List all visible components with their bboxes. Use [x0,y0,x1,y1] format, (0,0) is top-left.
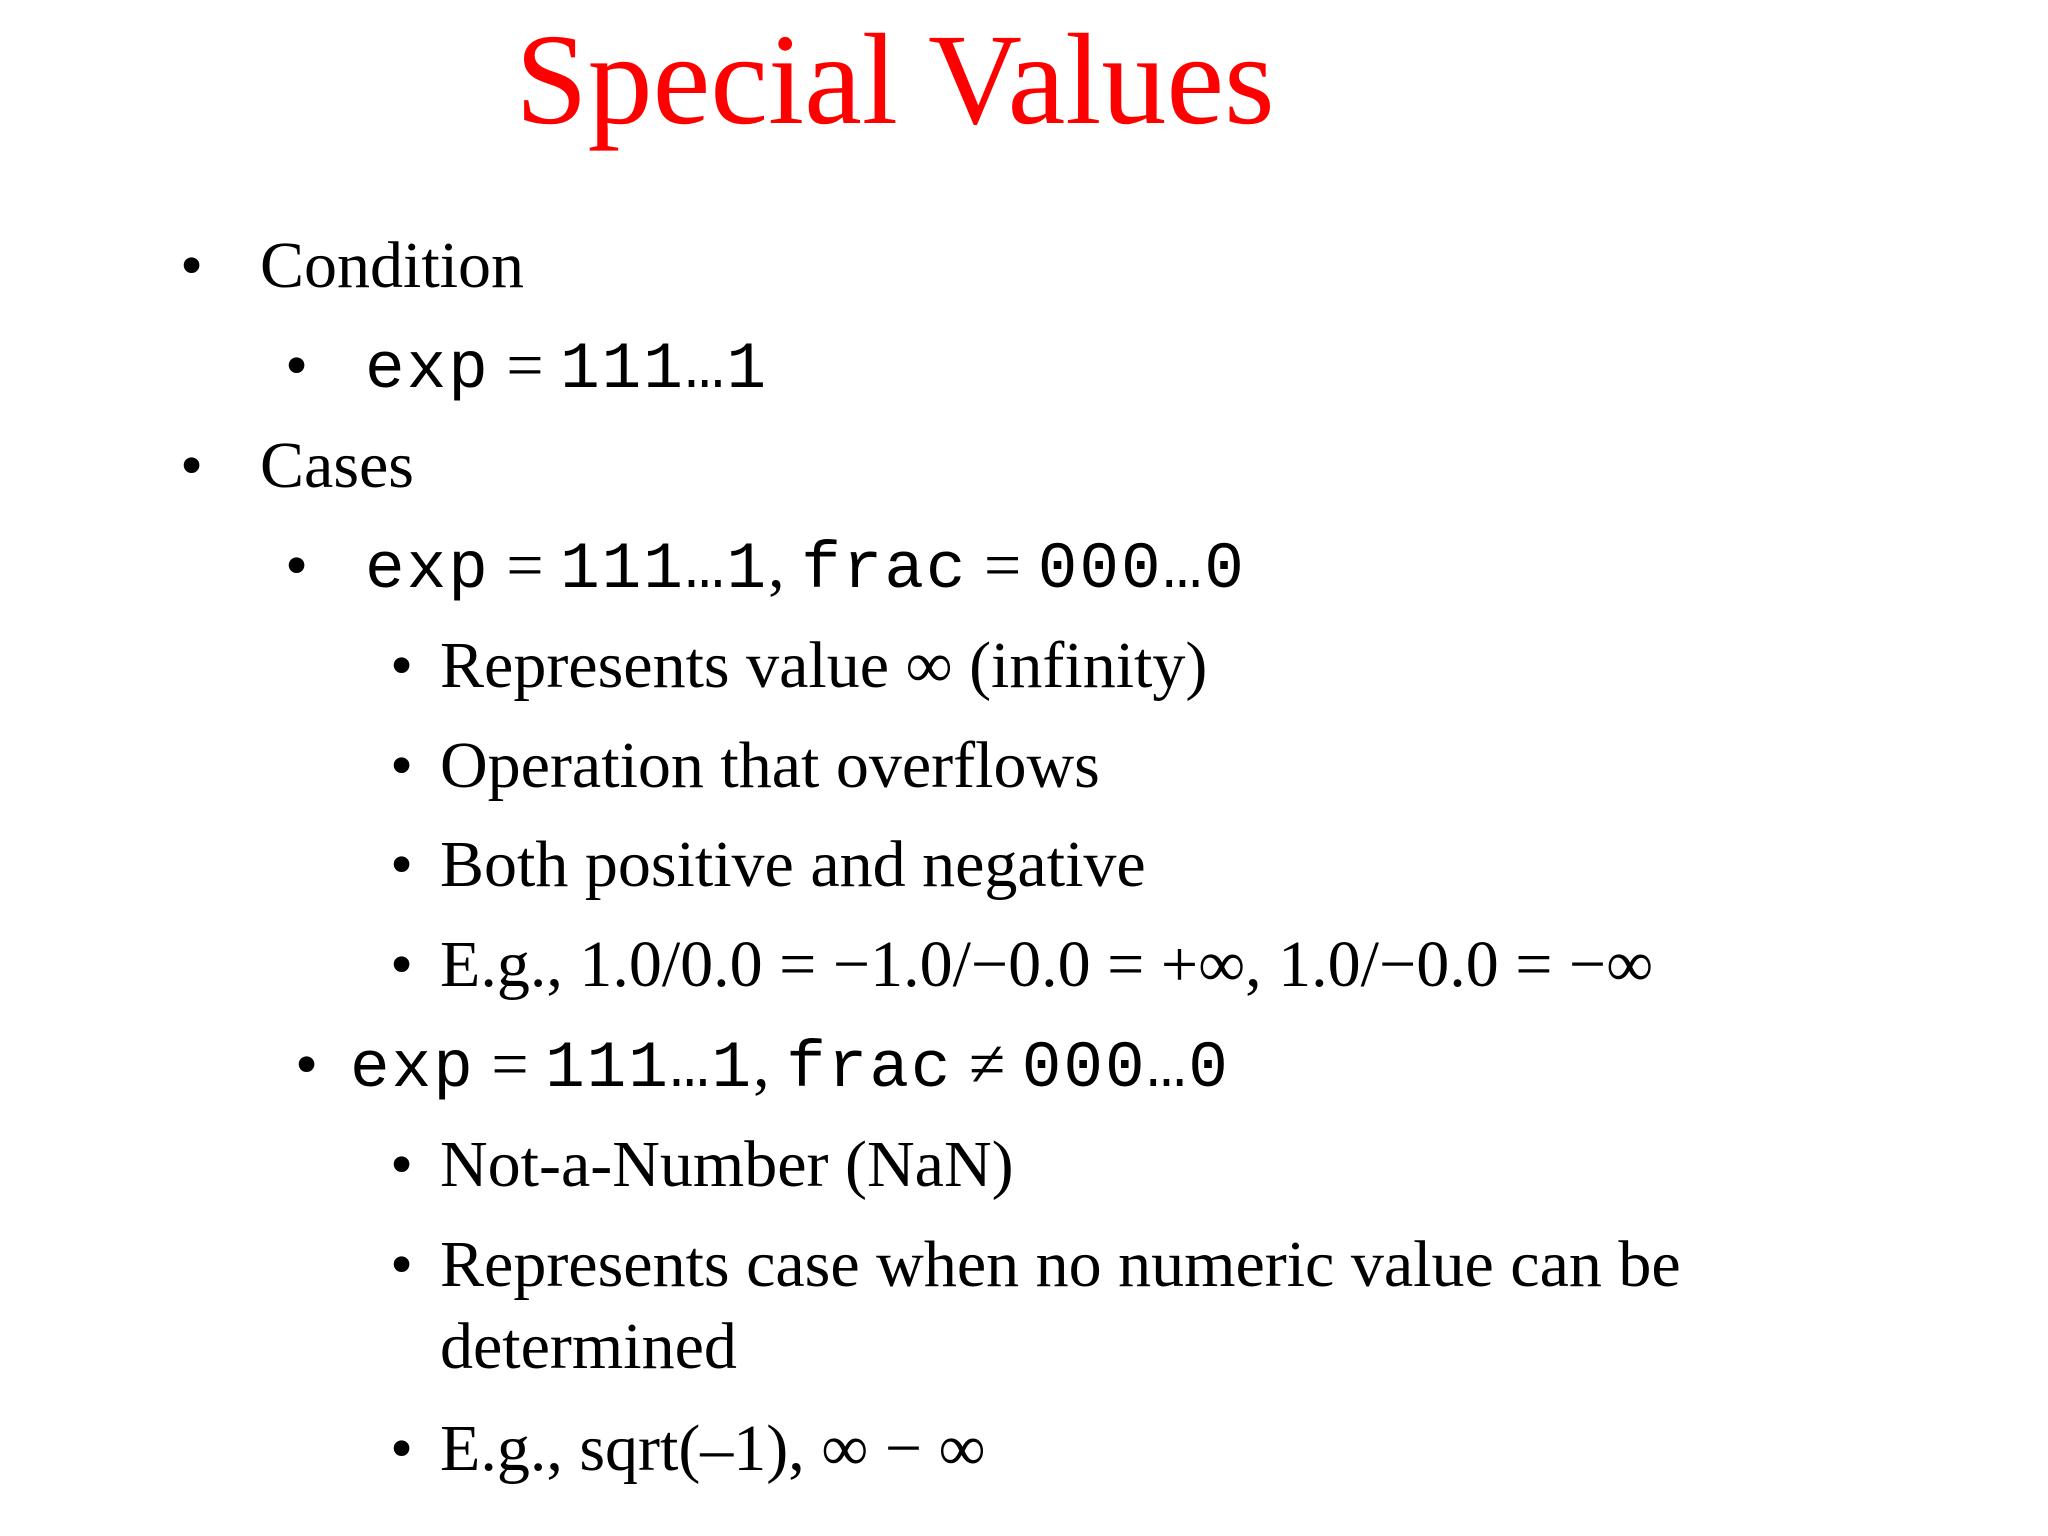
not-equals-sign: ≠ [969,1028,1006,1101]
equals-sign: = [506,529,544,602]
code-frac: frac [786,1031,953,1106]
infinity-point: E.g., 1.0/0.0 = −1.0/−0.0 = +∞, 1.0/−0.0 = −∞ [440,928,1654,1001]
bullet-marker: • [390,1228,414,1301]
comma: , [753,1028,770,1101]
code-exp-value: 111…1 [560,532,769,607]
code-exp-value: 111…1 [560,332,769,407]
condition-exp-rule [365,329,769,407]
comma: , [768,529,785,602]
bullet-marker: • [180,429,204,502]
code-exp: exp [365,332,490,407]
case-nan-rule [350,1028,1230,1106]
code-frac-value: 000…0 [1021,1031,1230,1106]
code-frac: frac [801,532,968,607]
bullet-marker: • [180,229,204,302]
nan-point-continuation: determined [440,1310,737,1383]
condition-heading: Condition [260,229,525,302]
infinity-point: Represents value ∞ (infinity) [440,629,1208,702]
infinity-point: Both positive and negative [440,828,1146,901]
bullet-marker: • [390,629,414,702]
code-exp: exp [350,1031,475,1106]
bullet-marker: • [390,928,414,1001]
equals-sign: = [506,329,544,402]
bullet-marker: • [285,329,309,402]
nan-point: Represents case when no numeric value can be [440,1228,1681,1301]
equals-sign: = [491,1028,529,1101]
equals-sign: = [984,529,1022,602]
bullet-marker: • [390,1128,414,1201]
nan-point: Not-a-Number (NaN) [440,1128,1014,1201]
nan-point: E.g., sqrt(–1), ∞ − ∞ [440,1412,986,1485]
bullet-marker: • [390,828,414,901]
code-exp-value: 111…1 [545,1031,754,1106]
code-frac-value: 000…0 [1037,532,1246,607]
code-exp: exp [365,532,490,607]
infinity-point: Operation that overflows [440,729,1100,802]
bullet-marker: • [390,729,414,802]
slide-title: Special Values [515,8,1275,152]
bullet-marker: • [295,1028,319,1101]
bullet-marker: • [390,1412,414,1485]
bullet-marker: • [285,529,309,602]
case-infinity-rule [365,529,1246,607]
cases-heading: Cases [260,429,414,502]
